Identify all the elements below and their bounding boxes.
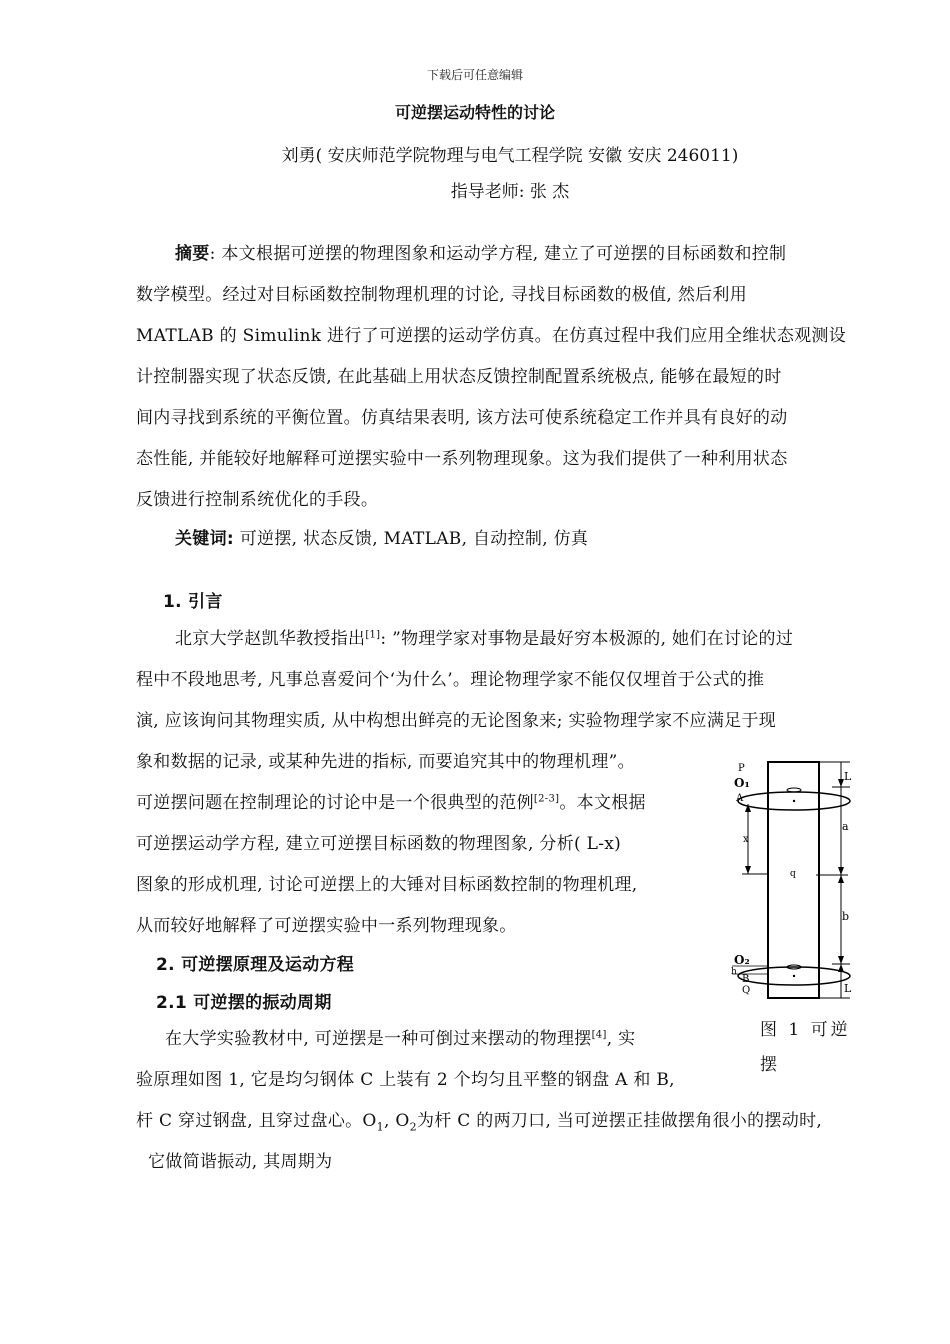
label-a-dim: a [842, 820, 849, 833]
paper-title: 可逆摆运动特性的讨论 [394, 103, 555, 122]
author-line: 刘勇( 安庆师范学院物理与电气工程学院 安徽 安庆 246011) [281, 146, 739, 166]
label-p: P [738, 763, 745, 774]
disc-b-center [793, 975, 795, 977]
label-x: x [743, 834, 749, 845]
label-a: A [736, 793, 744, 804]
label-l-top: L [844, 770, 852, 783]
figure-reversible-pendulum [728, 758, 900, 1002]
subscript-1: 1 [376, 1120, 384, 1134]
abstract-line-3: MATLAB 的 Simulink 进行了可逆摆的运动学仿真。在仿真过程中我们应用全维状态观测设 [136, 326, 847, 346]
abstract-label: 摘要 [175, 244, 210, 264]
disc-a-center [793, 800, 795, 802]
keywords-label: 关键词: [175, 529, 234, 549]
label-q: q [790, 869, 796, 879]
label-l-bottom: L [844, 982, 852, 995]
section2-line-3 [136, 1106, 822, 1133]
section1-line-6: 可逆摆运动学方程, 建立可逆摆目标函数的物理图象, 分析( L-x) [136, 834, 622, 854]
section1-line-4: 象和数据的记录, 或某种先进的指标, 而要追究其中的物理机理”。 [136, 752, 635, 772]
subscript-2: 2 [409, 1120, 417, 1134]
citation-1: [1] [365, 629, 381, 641]
section1-line-1 [175, 624, 793, 649]
abstract-line-4: 计控制器实现了状态反馈, 在此基础上用状态反馈控制配置系统极点, 能够在最短的时 [136, 367, 782, 387]
section1-line-5 [136, 788, 646, 813]
section2-line-4: 它做简谐振动, 其周期为 [148, 1152, 333, 1172]
citation-4: [4] [591, 1029, 607, 1041]
label-o2: O₂ [734, 953, 750, 967]
abstract-line-6: 态性能, 并能较好地解释可逆摆实验中一系列物理现象。这为我们提供了一种利用状态 [136, 449, 788, 469]
label-q-bottom: Q [742, 985, 751, 996]
abstract-text: : 本文根据可逆摆的物理图象和运动学方程, 建立了可逆摆的目标函数和控制 [209, 244, 787, 264]
s1-l5-text-a: 可逆摆问题在控制理论的讨论中是一个很典型的范例 [136, 793, 534, 813]
citation-2-3: [2-3] [533, 793, 560, 805]
arrow-l-bottom [838, 964, 844, 972]
s1-l1-text-a: 北京大学赵凯华教授指出 [175, 629, 366, 649]
section1-line-3: 演, 应该询问其物理实质, 从中构想出鲜亮的无论图象来; 实验物理学家不应满足于现 [136, 711, 777, 731]
label-o1: O₁ [734, 776, 750, 790]
figure-caption-line-2: 摆 [760, 1055, 777, 1075]
s2-l1-text-a: 在大学实验教材中, 可逆摆是一种可倒过来摆动的物理摆 [165, 1029, 592, 1049]
section2-line-1 [165, 1024, 635, 1049]
arrow-b [838, 875, 844, 883]
s2-l3-text-a: 杆 C 穿过钢盘, 且穿过盘心。O [136, 1111, 377, 1131]
arrow-b-end [838, 956, 844, 964]
s1-l1-text-b: : ”物理学家对事物是最好穷本极源的, 她们在讨论的过 [380, 629, 794, 649]
abstract-line-1 [175, 239, 786, 264]
section1-line-2: 程中不段地思考, 凡事总喜爱问个‘为什么’。理论物理学家不能仅仅埋首于公式的推 [136, 670, 765, 690]
label-b-dim: b [842, 910, 850, 923]
label-h: h [731, 967, 737, 977]
advisor-line: 指导老师: 张 杰 [450, 182, 570, 202]
figure-caption-line-1: 图 1 可逆 [760, 1020, 851, 1040]
abstract-line-2: 数学模型。经过对目标函数控制物理机理的讨论, 寻找目标函数的极值, 然后利用 [136, 285, 748, 305]
section2-heading: 2. 可逆摆原理及运动方程 [156, 955, 355, 975]
section1-line-7: 图象的形成机理, 讨论可逆摆上的大锤对目标函数控制的物理机理, [136, 875, 638, 895]
section2-1-heading: 2.1 可逆摆的振动周期 [156, 993, 332, 1013]
x-arrow-down [745, 866, 751, 874]
label-b-disc: B [742, 974, 750, 985]
rod-c [768, 762, 819, 998]
section2-line-2: 验原理如图 1, 它是均匀钢体 C 上装有 2 个均匀且平整的钢盘 A 和 B, [136, 1070, 675, 1090]
s2-l1-text-b: , 实 [606, 1029, 636, 1049]
abstract-line-5: 间内寻找到系统的平衡位置。仿真结果表明, 该方法可使系统稳定工作并具有良好的动 [136, 408, 788, 428]
section1-heading: 1. 引言 [163, 592, 223, 612]
abstract-line-7: 反馈进行控制系统优化的手段。 [136, 490, 379, 510]
keywords-line [175, 524, 588, 549]
keywords-text: 可逆摆, 状态反馈, MATLAB, 自动控制, 仿真 [239, 529, 589, 549]
section1-line-8: 从而较好地解释了可逆摆实验中一系列物理现象。 [136, 916, 517, 936]
s1-l5-text-b: 。本文根据 [559, 793, 646, 813]
header-note: 下载后可任意编辑 [426, 68, 523, 82]
arrow-a [838, 867, 844, 875]
s2-l3-text-c: 为杆 C 的两刀口, 当可逆摆正挂做摆角很小的摆动时, [416, 1111, 823, 1131]
s2-l3-text-b: , O [383, 1111, 410, 1131]
